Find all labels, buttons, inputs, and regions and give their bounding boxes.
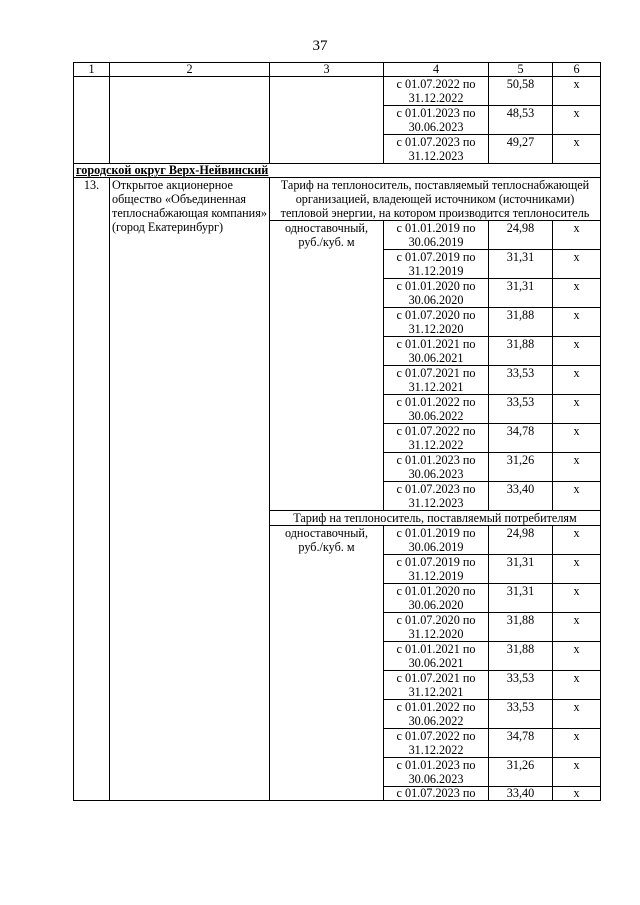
section-row <box>74 164 601 178</box>
period-cell: с 01.01.2019 по 30.06.2019 <box>384 526 489 555</box>
value-cell: 33,53 <box>489 395 553 424</box>
period-cell: с 01.01.2021 по 30.06.2021 <box>384 642 489 671</box>
value-cell: 49,27 <box>489 135 553 164</box>
value-cell: 34,78 <box>489 424 553 453</box>
period-cell: с 01.01.2020 по 30.06.2020 <box>384 584 489 613</box>
mark-cell: х <box>553 337 601 366</box>
value-cell: 31,88 <box>489 642 553 671</box>
mark-cell: х <box>553 584 601 613</box>
period-cell: с 01.07.2023 по 31.12.2023 <box>384 482 489 511</box>
mark-cell: х <box>553 250 601 279</box>
value-cell: 24,98 <box>489 526 553 555</box>
organization-cell <box>110 77 270 164</box>
period-cell: с 01.01.2022 по 30.06.2022 <box>384 395 489 424</box>
entry-number: 13. <box>74 178 110 801</box>
value-cell: 48,53 <box>489 106 553 135</box>
value-cell: 33,40 <box>489 787 553 801</box>
table-row <box>74 77 601 106</box>
value-cell: 31,31 <box>489 555 553 584</box>
page-number: 37 <box>312 38 328 54</box>
mark-cell: х <box>553 424 601 453</box>
period-cell: с 01.07.2022 по 31.12.2022 <box>384 729 489 758</box>
mark-cell: х <box>553 77 601 106</box>
mark-cell: х <box>553 787 601 801</box>
period-cell: с 01.07.2022 по 31.12.2022 <box>384 424 489 453</box>
period-cell: с 01.07.2019 по 31.12.2019 <box>384 555 489 584</box>
value-cell: 31,26 <box>489 758 553 787</box>
mark-cell: х <box>553 135 601 164</box>
section-title: городской округ Верх-Нейвинский <box>74 164 601 178</box>
value-cell: 34,78 <box>489 729 553 758</box>
period-cell: с 01.07.2021 по 31.12.2021 <box>384 366 489 395</box>
mark-cell: х <box>553 453 601 482</box>
mark-cell: х <box>553 613 601 642</box>
value-cell: 31,88 <box>489 613 553 642</box>
value-cell: 31,26 <box>489 453 553 482</box>
tariff-title: Тариф на теплоноситель, поставляемый теплоснабжающей организацией, владеющей источником (источниками) тепловой энергии, на котором производится теплоноситель <box>270 178 601 221</box>
column-header-5: 5 <box>489 63 553 77</box>
value-cell: 31,31 <box>489 250 553 279</box>
number-cell <box>74 77 110 164</box>
mark-cell: х <box>553 366 601 395</box>
column-header-6: 6 <box>553 63 601 77</box>
period-cell: с 01.07.2022 по 31.12.2022 <box>384 77 489 106</box>
mark-cell: х <box>553 729 601 758</box>
value-cell: 33,53 <box>489 671 553 700</box>
value-cell: 50,58 <box>489 77 553 106</box>
period-cell: с 01.07.2021 по 31.12.2021 <box>384 671 489 700</box>
unit-cell <box>270 77 384 164</box>
unit-cell: одноставочный, руб./куб. м <box>270 526 384 801</box>
mark-cell: х <box>553 106 601 135</box>
mark-cell: х <box>553 221 601 250</box>
column-header-4: 4 <box>384 63 489 77</box>
tariff-table-body <box>74 63 601 801</box>
value-cell: 31,31 <box>489 584 553 613</box>
period-cell: с 01.01.2021 по 30.06.2021 <box>384 337 489 366</box>
tariff-title: Тариф на теплоноситель, поставляемый потребителям <box>270 511 601 526</box>
value-cell: 33,53 <box>489 366 553 395</box>
mark-cell: х <box>553 395 601 424</box>
period-cell: с 01.07.2020 по 31.12.2020 <box>384 308 489 337</box>
value-cell: 33,40 <box>489 482 553 511</box>
value-cell: 31,88 <box>489 337 553 366</box>
mark-cell: х <box>553 308 601 337</box>
value-cell: 24,98 <box>489 221 553 250</box>
organization-name: Открытое акционерное общество «Объединенная теплоснабжающая компания» (город Екатеринбург) <box>110 178 270 801</box>
period-cell: с 01.01.2023 по 30.06.2023 <box>384 758 489 787</box>
period-cell: с 01.07.2020 по 31.12.2020 <box>384 613 489 642</box>
value-cell: 31,31 <box>489 279 553 308</box>
mark-cell: х <box>553 482 601 511</box>
header-row <box>74 63 601 77</box>
mark-cell: х <box>553 642 601 671</box>
period-cell: с 01.01.2019 по 30.06.2019 <box>384 221 489 250</box>
unit-cell: одноставочный, руб./куб. м <box>270 221 384 511</box>
value-cell: 33,53 <box>489 700 553 729</box>
mark-cell: х <box>553 279 601 308</box>
tariff-table <box>73 62 601 801</box>
period-cell: с 01.01.2023 по 30.06.2023 <box>384 453 489 482</box>
tariff-title-row <box>74 178 601 221</box>
column-header-2: 2 <box>110 63 270 77</box>
mark-cell: х <box>553 700 601 729</box>
period-cell: с 01.07.2023 по <box>384 787 489 801</box>
value-cell: 31,88 <box>489 308 553 337</box>
period-cell: с 01.01.2023 по 30.06.2023 <box>384 106 489 135</box>
period-cell: с 01.01.2020 по 30.06.2020 <box>384 279 489 308</box>
mark-cell: х <box>553 555 601 584</box>
mark-cell: х <box>553 526 601 555</box>
period-cell: с 01.07.2023 по 31.12.2023 <box>384 135 489 164</box>
column-header-3: 3 <box>270 63 384 77</box>
period-cell: с 01.01.2022 по 30.06.2022 <box>384 700 489 729</box>
column-header-1: 1 <box>74 63 110 77</box>
period-cell: с 01.07.2019 по 31.12.2019 <box>384 250 489 279</box>
mark-cell: х <box>553 758 601 787</box>
mark-cell: х <box>553 671 601 700</box>
